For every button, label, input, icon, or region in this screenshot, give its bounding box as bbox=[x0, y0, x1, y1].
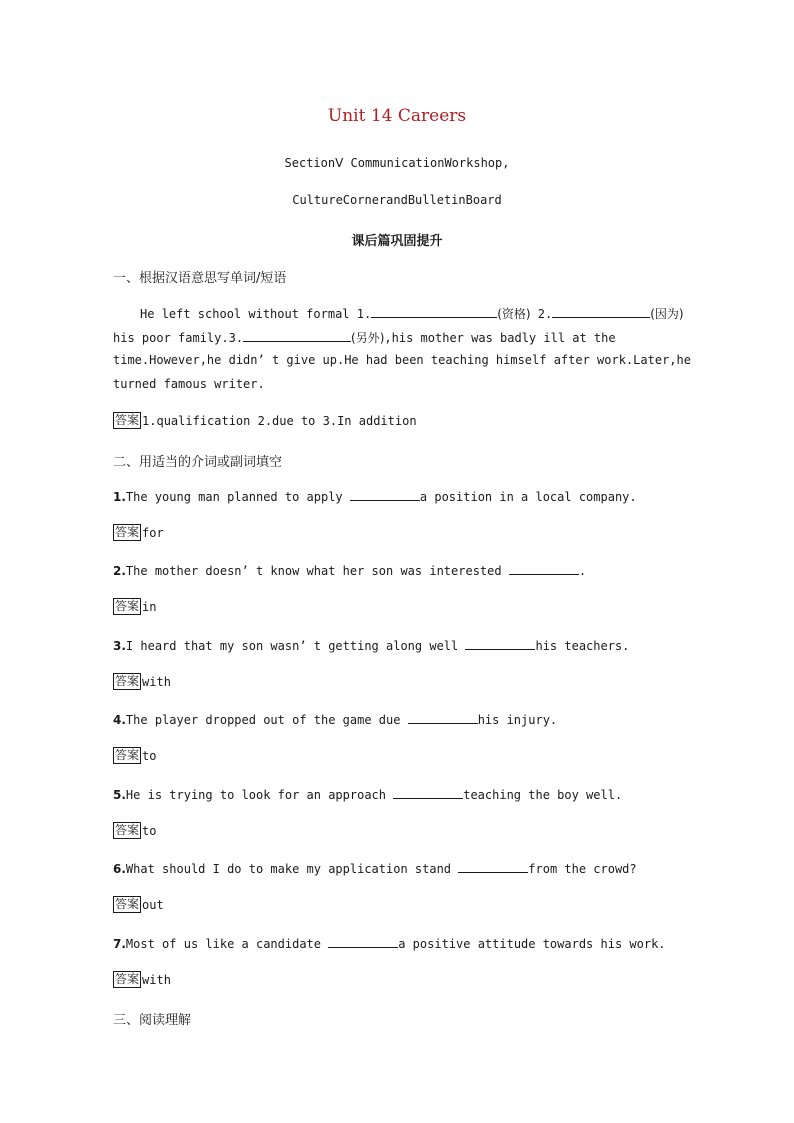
question-number: 4. bbox=[113, 713, 126, 727]
section2-heading: 二、用适当的介词或副词填空 bbox=[113, 455, 283, 470]
s1-line1 bbox=[140, 305, 684, 322]
question-text-before: The mother doesn’ t know what her son was interested bbox=[125, 564, 509, 578]
answer-blank[interactable] bbox=[458, 861, 528, 873]
s1-line1-text2: 2. bbox=[537, 307, 553, 321]
answer-blank[interactable] bbox=[465, 638, 535, 650]
answer-label: 答案 bbox=[115, 599, 140, 613]
answer-text: for bbox=[142, 525, 164, 540]
answer-7 bbox=[113, 971, 171, 988]
answer-label: 答案 bbox=[115, 823, 140, 837]
answer-blank[interactable] bbox=[408, 712, 478, 724]
answer-text: in bbox=[142, 599, 157, 614]
question-number: 1. bbox=[113, 490, 126, 504]
section-subtitle-3: 课后篇巩固提升 bbox=[351, 234, 443, 249]
question-number: 5. bbox=[113, 788, 126, 802]
section-subtitle-1: SectionⅤ CommunicationWorkshop, bbox=[284, 156, 510, 170]
answer-2 bbox=[113, 598, 156, 615]
question-text-before: The player dropped out of the game due bbox=[125, 713, 408, 727]
question-4 bbox=[113, 712, 557, 727]
answer-text: 1.qualification 2.due to 3.In addition bbox=[142, 413, 417, 428]
answer-blank[interactable] bbox=[328, 936, 398, 948]
question-text-after: a position in a local company. bbox=[419, 490, 637, 504]
question-text-after: his injury. bbox=[477, 713, 558, 727]
answer-label: 答案 bbox=[115, 972, 140, 986]
question-number: 7. bbox=[113, 937, 126, 951]
answer-label: 答案 bbox=[115, 525, 140, 539]
hint-3: (另外) bbox=[351, 331, 385, 345]
answer-text: with bbox=[142, 972, 171, 987]
section1-heading: 一、根据汉语意思写单词/短语 bbox=[113, 271, 287, 286]
s1-line2-text: his poor family.3. bbox=[113, 331, 244, 345]
question-text-after: a positive attitude towards his work. bbox=[398, 937, 666, 951]
answer-blank[interactable] bbox=[393, 787, 463, 799]
question-text-before: The young man planned to apply bbox=[125, 490, 350, 504]
question-text-before: He is trying to look for an approach bbox=[125, 788, 394, 802]
answer-blank[interactable] bbox=[350, 489, 420, 501]
answer-text: with bbox=[142, 674, 171, 689]
question-text-before: What should I do to make my application stand bbox=[125, 862, 459, 876]
answer-1 bbox=[113, 524, 164, 541]
question-text-before: Most of us like a candidate bbox=[125, 937, 329, 951]
answer-4 bbox=[113, 747, 156, 764]
question-text-before: I heard that my son wasn’ t getting along well bbox=[125, 639, 466, 653]
blank-1[interactable] bbox=[371, 306, 497, 318]
s1-line4: turned famous writer. bbox=[113, 377, 265, 391]
question-text-after: teaching the boy well. bbox=[463, 788, 623, 802]
question-3 bbox=[113, 638, 629, 653]
answer-6 bbox=[113, 896, 164, 913]
answer-label: 答案 bbox=[115, 413, 140, 427]
question-2 bbox=[113, 563, 586, 578]
question-7 bbox=[113, 936, 666, 951]
blank-2[interactable] bbox=[552, 306, 650, 318]
question-number: 6. bbox=[113, 862, 126, 876]
answer-label: 答案 bbox=[115, 748, 140, 762]
answer-blank[interactable] bbox=[509, 563, 579, 575]
question-5 bbox=[113, 787, 622, 802]
question-number: 3. bbox=[113, 639, 126, 653]
page-title: Unit 14 Careers bbox=[327, 106, 467, 126]
hint-1: (资格) bbox=[497, 307, 531, 321]
answer-text: to bbox=[142, 748, 157, 763]
answer-5 bbox=[113, 822, 156, 839]
section-subtitle-2: CultureCornerandBulletinBoard bbox=[292, 193, 502, 207]
question-1 bbox=[113, 489, 637, 504]
s1-line2-text2: ,his mother was badly ill at the bbox=[384, 331, 616, 345]
section3-heading: 三、阅读理解 bbox=[113, 1013, 192, 1028]
answer-label: 答案 bbox=[115, 674, 140, 688]
question-number: 2. bbox=[113, 564, 126, 578]
question-text-after: from the crowd? bbox=[528, 862, 637, 876]
answer-3 bbox=[113, 673, 171, 690]
answer-text: to bbox=[142, 823, 157, 838]
blank-3[interactable] bbox=[243, 330, 351, 342]
s1-line1-text: He left school without formal 1. bbox=[140, 307, 372, 321]
hint-2: (因为) bbox=[650, 307, 684, 321]
s1-line2 bbox=[113, 329, 616, 346]
question-text-after: his teachers. bbox=[535, 639, 630, 653]
question-6 bbox=[113, 861, 637, 876]
answer-text: out bbox=[142, 897, 164, 912]
s1-line3: time.However,he didn’ t give up.He had been teaching himself after work.Later,he bbox=[113, 353, 691, 367]
answer-label: 答案 bbox=[115, 897, 140, 911]
question-text-after: . bbox=[578, 564, 587, 578]
s1-answer bbox=[113, 412, 417, 429]
